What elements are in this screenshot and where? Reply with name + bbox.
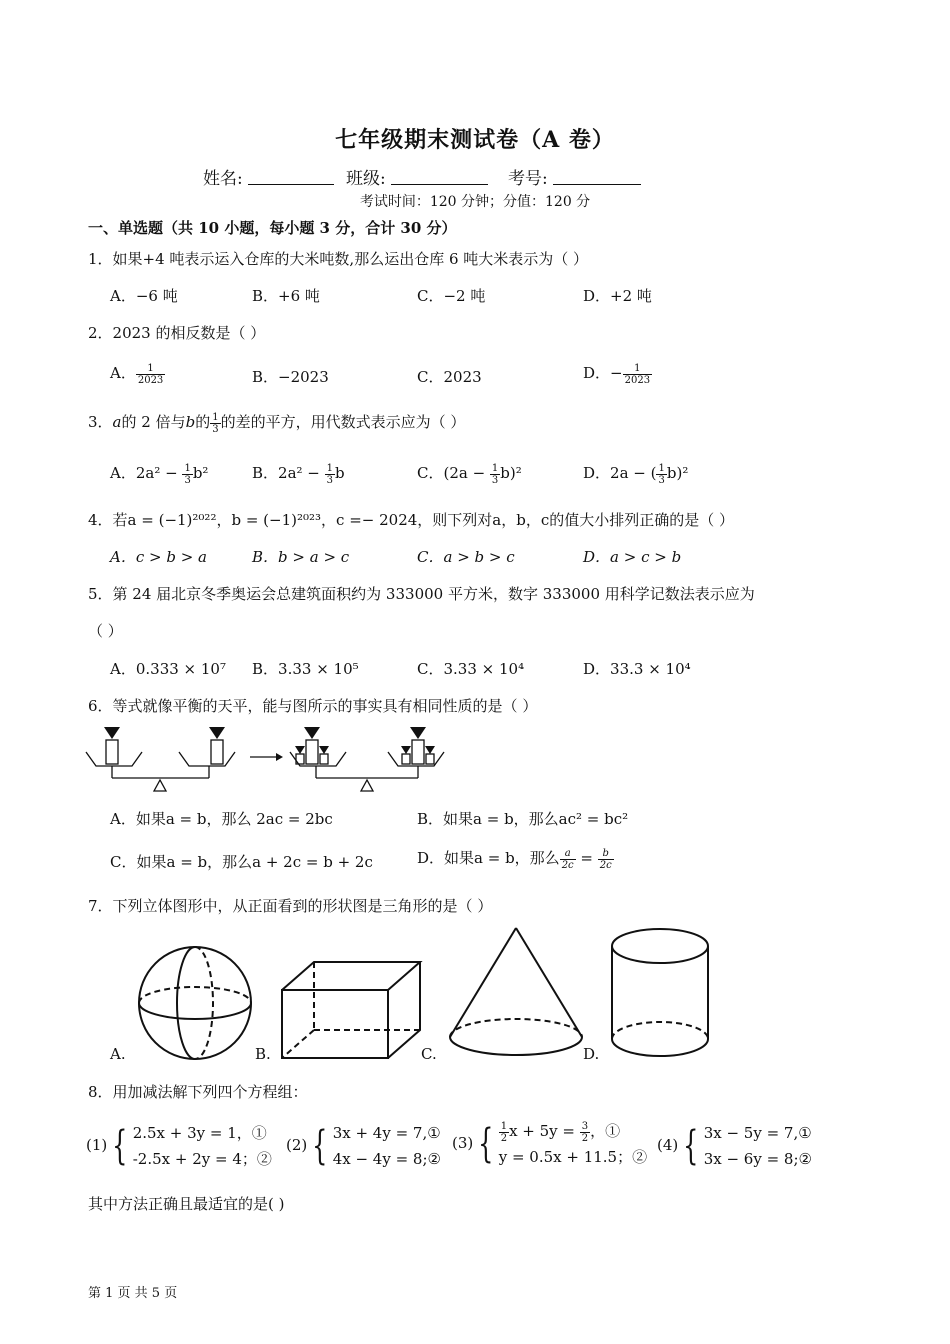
q5-option-a[interactable]: A．0.333 × 10⁷: [110, 660, 226, 678]
denominator: 3: [184, 474, 191, 486]
q8-tail: 其中方法正确且最适宜的是( ): [88, 1195, 285, 1213]
q4-option-a[interactable]: A．c > b > a: [110, 548, 207, 566]
q1-option-d[interactable]: D．+2 吨: [583, 287, 652, 305]
q3-text-d: 的差的平方，用代数式表示应为（ ）: [220, 413, 466, 431]
q1-option-c[interactable]: C．−2 吨: [417, 287, 486, 305]
denominator: 3: [658, 474, 665, 486]
denominator: 2: [500, 1132, 508, 1144]
q2-d-fraction: [623, 363, 652, 386]
q1-option-a[interactable]: A．−6 吨: [110, 287, 178, 305]
numerator: 1: [658, 462, 665, 474]
q4-stem: 4．若a = (−1)²⁰²²，b = (−1)²⁰²³，c =− 2024，则下列对a，b，c的值大小排列正确的是（ ）: [88, 511, 734, 529]
q6-d-fraction-left: [560, 848, 576, 871]
number-label: 考号:: [508, 169, 548, 189]
equation-row-2: -2.5x + 2y = 4；②: [132, 1150, 272, 1168]
numerator: 1: [623, 363, 652, 375]
numerator: 1: [184, 462, 191, 474]
equation-row-2: 3x − 6y = 8;②: [703, 1150, 812, 1168]
q7-option-d[interactable]: D.: [583, 1045, 600, 1063]
q2-option-a[interactable]: [110, 362, 165, 386]
q4-option-c[interactable]: C．a > b > c: [417, 548, 515, 566]
q3-text-b: 的 2 倍与: [121, 413, 186, 431]
denominator: 2c: [599, 859, 612, 871]
q2-option-d-label: D．−: [583, 364, 623, 382]
page-footer: 第 1 页 共 5 页: [88, 1286, 178, 1301]
system-label: (1): [86, 1136, 108, 1154]
numerator: 1: [491, 462, 499, 474]
q8-system-3[interactable]: [452, 1118, 647, 1170]
denominator: 2023: [137, 374, 164, 386]
q3-stem: [88, 411, 465, 435]
system-label: (4): [657, 1136, 679, 1154]
exam-time: 考试时间：120 分钟；分值：120 分: [359, 194, 591, 210]
q2-option-c[interactable]: C．2023: [417, 368, 482, 386]
q3-option-c[interactable]: [417, 462, 522, 486]
equation-row-2: 4x − 4y = 8;②: [332, 1150, 441, 1168]
system-label: (2): [286, 1136, 308, 1154]
q6-d-text: D．如果a = b，那么: [417, 849, 560, 867]
q4-option-d[interactable]: D．a > c > b: [583, 548, 682, 566]
brace-icon: {: [112, 1123, 128, 1169]
fraction-three-halves: [580, 1121, 590, 1144]
q6-option-c[interactable]: C．如果a = b，那么a + 2c = b + 2c: [110, 853, 373, 871]
q3-option-b[interactable]: [252, 462, 345, 486]
class-label: 班级:: [346, 169, 386, 189]
numerator: 1: [326, 462, 334, 474]
numerator: b: [598, 848, 614, 860]
q3-c-text: C．(2a −: [417, 464, 490, 482]
q7-option-c[interactable]: C.: [421, 1045, 437, 1063]
brace-icon: {: [478, 1121, 494, 1167]
system-label: (3): [452, 1134, 474, 1152]
equation-part: ，①: [590, 1122, 621, 1140]
q6-stem: 6．等式就像平衡的天平，能与图所示的事实具有相同性质的是（ ）: [88, 697, 538, 715]
cuboid-figure: [278, 958, 424, 1062]
page-title: 七年级期末测试卷（A 卷）: [335, 127, 615, 153]
q7-stem: 7．下列立体图形中，从正面看到的形状图是三角形的是（ ）: [88, 897, 493, 915]
denominator: 3: [326, 474, 334, 486]
equation-row-1: 3x + 4y = 7,①: [332, 1124, 441, 1142]
q2-a-fraction: [136, 363, 165, 386]
denominator: 2023: [624, 374, 651, 386]
q4-option-b[interactable]: B．b > a > c: [252, 548, 350, 566]
q5-option-b[interactable]: B．3.33 × 10⁵: [252, 660, 359, 678]
q5-option-c[interactable]: C．3.33 × 10⁴: [417, 660, 525, 678]
denominator: 2c: [561, 859, 574, 871]
q3-c-fraction: [490, 463, 500, 486]
q5-option-d[interactable]: D．33.3 × 10⁴: [583, 660, 691, 678]
q3-b-text: B．2a² −: [252, 464, 325, 482]
q6-option-d[interactable]: [417, 847, 614, 871]
q1-option-b[interactable]: B．+6 吨: [252, 287, 320, 305]
q3-a-fraction: [182, 463, 192, 486]
q8-system-4[interactable]: [657, 1120, 812, 1172]
q3-c-tail: b)²: [500, 464, 522, 482]
equation-row-1: 2.5x + 3y = 1，①: [132, 1124, 267, 1142]
q2-option-b[interactable]: B．−2023: [252, 368, 329, 386]
q3-d-fraction: [656, 463, 666, 486]
q6-option-b[interactable]: B．如果a = b，那么ac² = bc²: [417, 810, 629, 828]
q5-stem-cont: （ ）: [88, 622, 123, 640]
numerator: 1: [500, 1120, 508, 1132]
q3-option-d[interactable]: [583, 462, 688, 486]
denominator: 3: [212, 423, 219, 435]
equation-row-1: 3x − 5y = 7,①: [703, 1124, 812, 1142]
brace-icon: {: [312, 1123, 328, 1169]
q2-stem: 2．2023 的相反数是（ ）: [88, 324, 266, 342]
sphere-figure: [132, 942, 258, 1064]
numerator: 1: [136, 363, 165, 375]
q3-option-a[interactable]: [110, 462, 208, 486]
name-blank[interactable]: [248, 166, 334, 185]
q3-fraction: [210, 412, 220, 435]
section-heading: 一、单选题（共 10 小题，每小题 3 分，合计 30 分）: [88, 219, 457, 237]
denominator: 2: [581, 1132, 589, 1144]
numerator: a: [560, 848, 576, 860]
q6-option-a[interactable]: A．如果a = b，那么 2ac = 2bc: [110, 810, 333, 828]
q3-a-text: A．2a² −: [110, 464, 183, 482]
equation-row-1: [499, 1118, 647, 1144]
equation-row-2: y = 0.5x + 11.5；②: [498, 1148, 648, 1166]
q3-d-tail: b)²: [666, 464, 689, 482]
q3-d-text: D．2a − (: [583, 464, 657, 482]
q3-b-tail: b: [335, 464, 345, 482]
q2-option-a-label: A．: [110, 364, 136, 382]
q7-option-b[interactable]: B.: [255, 1045, 271, 1063]
q7-option-a[interactable]: A.: [110, 1045, 126, 1063]
var-a: a: [112, 413, 122, 431]
equals: =: [575, 849, 598, 867]
numerator: 1: [212, 411, 219, 423]
cone-figure: [446, 925, 586, 1061]
brace-icon: {: [683, 1123, 699, 1169]
q1-stem: 1．如果+4 吨表示运入仓库的大米吨数,那么运出仓库 6 吨大米表示为（ ）: [88, 250, 589, 268]
number-blank[interactable]: [553, 166, 641, 185]
q8-system-1[interactable]: [86, 1120, 272, 1172]
q3-number: 3．: [88, 413, 113, 431]
q5-stem: 5．第 24 届北京冬季奥运会总建筑面积约为 333000 平方米，数字 333000 用科学记数法表示应为: [88, 585, 755, 603]
fraction-half: [499, 1121, 509, 1144]
denominator: 3: [491, 474, 499, 486]
q3-a-tail: b²: [192, 464, 209, 482]
q8-stem: 8．用加减法解下列四个方程组：: [88, 1083, 308, 1101]
numerator: 3: [581, 1120, 589, 1132]
class-blank[interactable]: [391, 166, 488, 185]
equation-part: x + 5y =: [509, 1122, 580, 1140]
var-b: b: [185, 413, 196, 431]
q6-d-fraction-right: [598, 848, 614, 871]
q8-system-2[interactable]: [286, 1120, 441, 1172]
q2-option-d[interactable]: [583, 362, 652, 386]
name-label: 姓名:: [203, 169, 243, 189]
cylinder-figure: [608, 926, 712, 1062]
q3-b-fraction: [325, 463, 335, 486]
q3-text-c: 的: [195, 413, 211, 431]
balance-scale-figure: [84, 724, 454, 796]
